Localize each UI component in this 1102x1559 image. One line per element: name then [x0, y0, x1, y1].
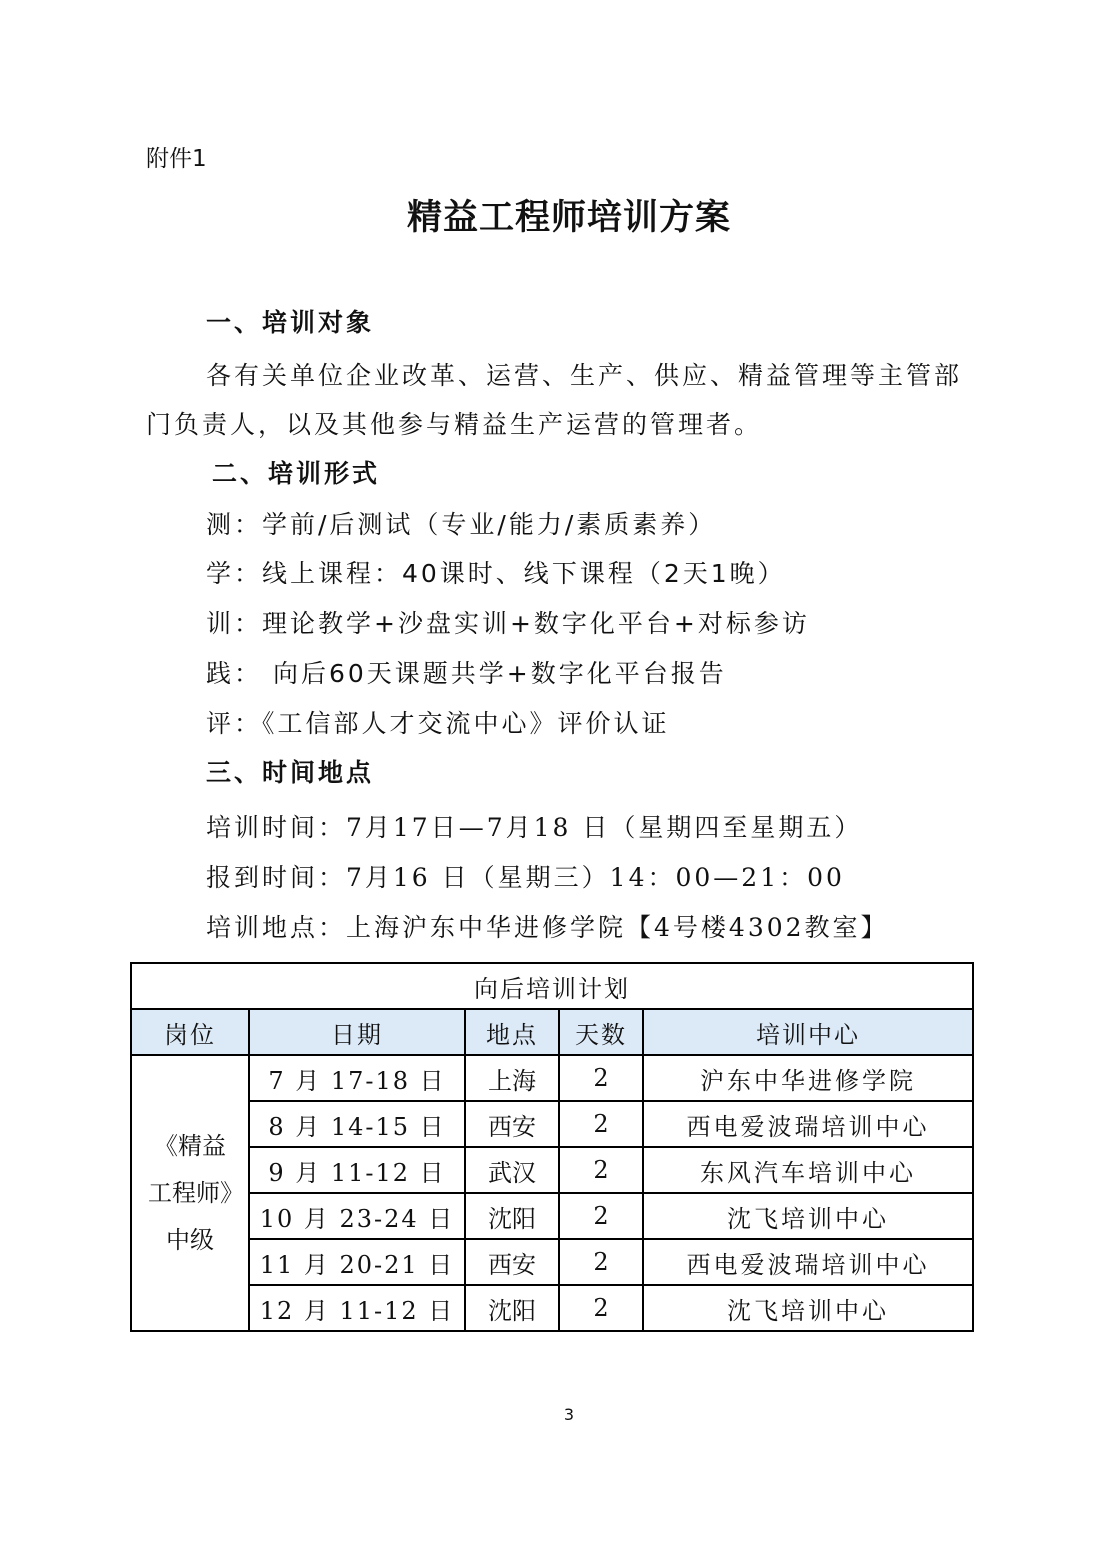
days-cell: 2	[559, 1055, 643, 1101]
date-cell: 10 月 23-24 日	[249, 1193, 465, 1239]
header-center: 培训中心	[643, 1009, 973, 1055]
training-location: 培训地点：上海沪东中华进修学院【4号楼4302教室】	[206, 913, 889, 942]
table-row	[131, 1193, 973, 1239]
table-caption: 向后培训计划	[131, 963, 973, 1009]
format-item-test: 测：学前/后测试（专业/能力/素质素养）	[206, 510, 717, 539]
header-place: 地点	[465, 1009, 559, 1055]
date-cell: 8 月 14-15 日	[249, 1101, 465, 1147]
place-cell: 沈阳	[465, 1193, 559, 1239]
format-item-evaluate: 评：《工信部人才交流中心》评价认证	[206, 709, 670, 738]
header-date: 日期	[249, 1009, 465, 1055]
training-time: 培训时间：7月17日—7月18 日（星期四至星期五）	[206, 813, 863, 842]
days-cell: 2	[559, 1193, 643, 1239]
attachment-label: 附件1	[146, 146, 207, 172]
page-number: 3	[563, 1405, 575, 1424]
table-header-row	[131, 1009, 973, 1055]
center-cell: 沈飞培训中心	[643, 1285, 973, 1331]
table-row	[131, 1147, 973, 1193]
position-cell: 《精益工程师》中级	[131, 1055, 249, 1331]
table-row	[131, 1285, 973, 1331]
days-cell: 2	[559, 1285, 643, 1331]
days-cell: 2	[559, 1147, 643, 1193]
place-cell: 西安	[465, 1239, 559, 1285]
paragraph-line: 门负责人，以及其他参与精益生产运营的管理者。	[146, 410, 763, 439]
section-heading-time-place: 三、时间地点	[206, 758, 375, 787]
training-plan-table	[130, 962, 974, 1332]
section-heading-target-audience: 一、培训对象	[206, 308, 375, 337]
paragraph-line: 各有关单位企业改革、运营、生产、供应、精益管理等主管部	[206, 361, 963, 390]
table-row	[131, 1101, 973, 1147]
place-cell: 上海	[465, 1055, 559, 1101]
days-cell: 2	[559, 1101, 643, 1147]
section-heading-training-format: 二、培训形式	[212, 459, 381, 488]
header-position: 岗位	[131, 1009, 249, 1055]
place-cell: 西安	[465, 1101, 559, 1147]
date-cell: 12 月 11-12 日	[249, 1285, 465, 1331]
registration-time: 报到时间：7月16 日（星期三）14：00—21：00	[206, 863, 845, 892]
place-cell: 武汉	[465, 1147, 559, 1193]
center-cell: 西电爱波瑞培训中心	[643, 1239, 973, 1285]
date-cell: 9 月 11-12 日	[249, 1147, 465, 1193]
format-item-train: 训：理论教学+沙盘实训+数字化平台+对标参访	[206, 609, 810, 638]
center-cell: 沈飞培训中心	[643, 1193, 973, 1239]
date-cell: 11 月 20-21 日	[249, 1239, 465, 1285]
date-cell: 7 月 17-18 日	[249, 1055, 465, 1101]
place-cell: 沈阳	[465, 1285, 559, 1331]
format-item-practice: 践： 向后60天课题共学+数字化平台报告	[206, 659, 727, 688]
center-cell: 沪东中华进修学院	[643, 1055, 973, 1101]
table-row	[131, 1055, 973, 1101]
center-cell: 东风汽车培训中心	[643, 1147, 973, 1193]
header-days: 天数	[559, 1009, 643, 1055]
document-title: 精益工程师培训方案	[406, 198, 731, 238]
center-cell: 西电爱波瑞培训中心	[643, 1101, 973, 1147]
format-item-learn: 学：线上课程：40课时、线下课程（2天1晚）	[206, 559, 786, 588]
days-cell: 2	[559, 1239, 643, 1285]
table-row	[131, 1239, 973, 1285]
